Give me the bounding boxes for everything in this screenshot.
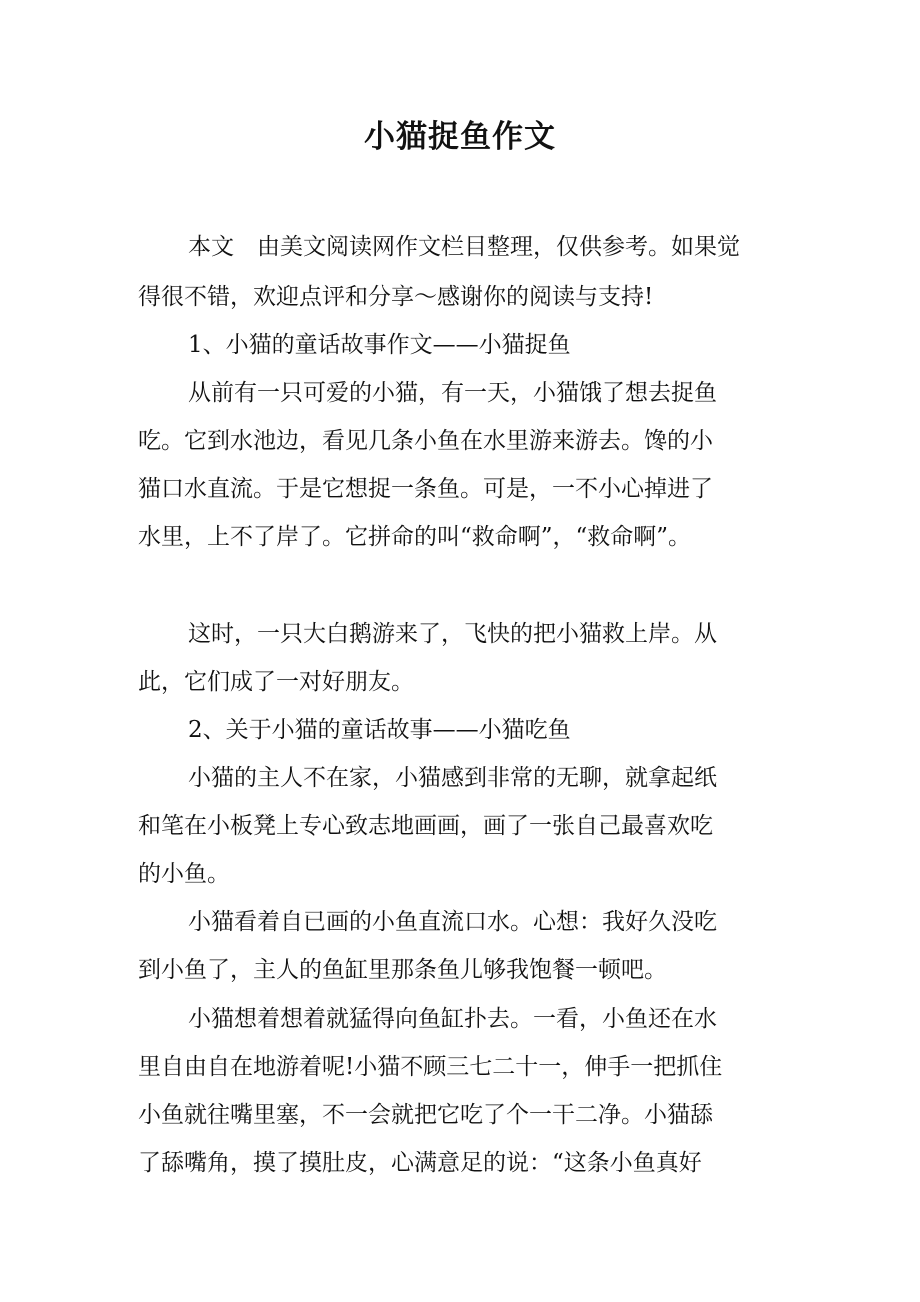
story2-line-8: 小鱼就往嘴里塞，不一会就把它吃了个一干二净。小猫舔: [138, 1102, 713, 1128]
story1-line-4: 水里，上不了岸了。它拼命的叫“救命啊”，“救命啊”。: [138, 524, 692, 550]
story2-line-5: 到小鱼了，主人的鱼缸里那条鱼儿够我饱餐一顿吧。: [138, 957, 667, 983]
story1-line-5: 这时，一只大白鹅游来了，飞快的把小猫救上岸。从: [188, 621, 717, 647]
story2-line-6: 小猫想着想着就猛得向鱼缸扑去。一看，小鱼还在水: [188, 1006, 717, 1032]
story1-line-6: 此，它们成了一对好朋友。: [138, 669, 414, 695]
story1-line-3: 猫口水直流。于是它想捉一条鱼。可是，一不小心掉进了: [138, 476, 713, 502]
document-title: 小猫捉鱼作文: [364, 119, 556, 155]
story2-line-3: 的小鱼。: [138, 861, 230, 887]
section-heading-1: 1、小猫的童话故事作文——小猫捉鱼: [188, 332, 571, 358]
story2-line-9: 了舔嘴角，摸了摸肚皮，心满意足的说：“这条小鱼真好: [138, 1150, 702, 1176]
story2-line-4: 小猫看着自已画的小鱼直流口水。心想：我好久没吃: [188, 909, 717, 935]
story2-line-7: 里自由自在地游着呢!小猫不顾三七二十一，伸手一把抓住: [138, 1054, 723, 1080]
intro-line-2: 得很不错，欢迎点评和分享～感谢你的阅读与支持!: [138, 284, 654, 310]
story2-line-1: 小猫的主人不在家，小猫感到非常的无聊，就拿起纸: [188, 765, 717, 791]
intro-line-1: 本文 由美文阅读网作文栏目整理，仅供参考。如果觉: [188, 234, 740, 260]
story1-line-2: 吃。它到水池边，看见几条小鱼在水里游来游去。馋的小: [138, 428, 713, 454]
story2-line-2: 和笔在小板凳上专心致志地画画，画了一张自己最喜欢吃: [138, 813, 713, 839]
section-heading-2: 2、关于小猫的童话故事——小猫吃鱼: [188, 717, 571, 743]
story1-line-1: 从前有一只可爱的小猫，有一天，小猫饿了想去捉鱼: [188, 380, 717, 406]
